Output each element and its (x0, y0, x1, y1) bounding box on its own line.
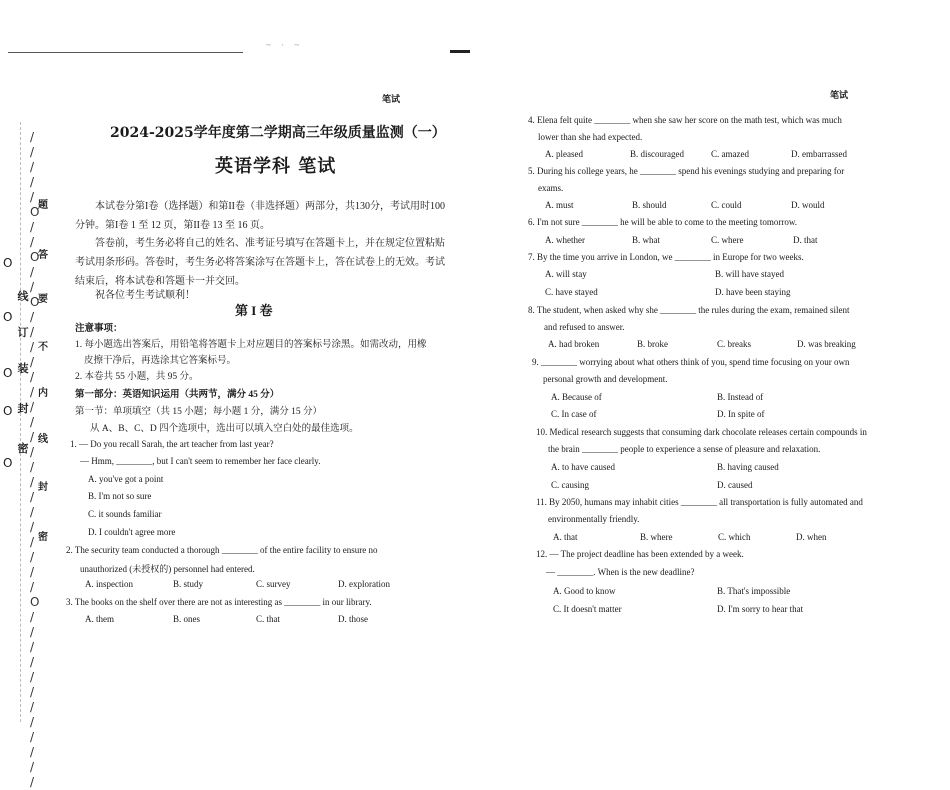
binding-circle: O (3, 366, 13, 380)
question-stem-cont: environmentally friendly. (548, 514, 640, 524)
binding-circle: O (3, 404, 13, 418)
option: B. where (640, 532, 673, 542)
binding-char: 答 (38, 250, 48, 261)
option: C. could (711, 200, 742, 210)
option: D. I couldn't agree more (88, 527, 176, 537)
question-stem-cont: lower than she had expected. (538, 132, 643, 142)
binding-char: 不 (38, 342, 48, 353)
option: D. would (791, 200, 825, 210)
question-stem: 12. — The project deadline has been extended by a week. (536, 549, 744, 559)
question-stem-cont: — ________. When is the new deadline? (546, 567, 695, 577)
option: A. had broken (548, 339, 600, 349)
option: C. where (711, 235, 744, 245)
option: C. that (256, 614, 280, 624)
option: B. will have stayed (715, 269, 784, 279)
option: D. caused (717, 480, 753, 490)
part1-section1: 第一节：单项填空（共 15 小题；每小题 1 分，满分 15 分） (75, 407, 323, 417)
option: B. Instead of (717, 392, 764, 402)
question-stem: 6. I'm not sure ________ he will be able to come to the meeting tomorrow. (528, 217, 797, 227)
note-1b: 皮擦干净后，再选涂其它答案标号。 (84, 356, 237, 366)
question-stem: 8. The student, when asked why she ________ the rules during the exam, remained silent (528, 305, 850, 315)
section-heading: 第 I 卷 (235, 303, 273, 318)
question-stem: 3. The books on the shelf over there are not as interesting as ________ in our library. (66, 597, 372, 607)
question-stem: 1. — Do you recall Sarah, the art teacher from last year? (70, 439, 274, 449)
option: B. study (173, 579, 204, 589)
option: A. that (553, 532, 578, 542)
binding-char: 线 (38, 434, 48, 445)
part1-heading: 第一部分：英语知识运用（共两节，满分 45 分） (75, 390, 280, 400)
question-stem: 11. By 2050, humans may inhabit cities ________ all transportation is fully automated and (536, 497, 863, 507)
binding-slash-column: / / / / / O / / O / / O / / / / / / / / / / / / / / / / / / / O / / / / / / / / / / / / (30, 130, 40, 789)
option: D. exploration (338, 579, 390, 589)
binding-circle: O (3, 310, 13, 324)
binding-char: 题 (38, 200, 48, 211)
question-stem-cont: — Hmm, ________, but I can't seem to remember her face clearly. (80, 456, 321, 466)
question-stem: 4. Elena felt quite ________ when she saw her score on the math test, which was much (528, 115, 842, 125)
exam-title: 2024-2025学年度第二学期高三年级质量监测（一） (110, 125, 446, 141)
binding-char: 密 (17, 443, 29, 455)
binding-char: 装 (17, 363, 29, 375)
option: B. should (632, 200, 667, 210)
question-stem-cont: personal growth and development. (543, 374, 668, 384)
binding-strip (0, 60, 52, 789)
exam-subtitle: 英语学科 笔试 (215, 156, 337, 177)
intro-paragraph-2: 答卷前，考生务必将自己的姓名、准考证号填写在答题卡上，并在规定位置粘贴考试用条形码。答卷时，考生务必将答案涂写在答题卡上，答在试卷上的无效。考试结束后，将本试卷和答题卡一并交回。 (75, 238, 445, 287)
option: B. ones (173, 614, 200, 624)
option: D. was breaking (797, 339, 856, 349)
option: A. whether (545, 235, 585, 245)
binding-char: 封 (38, 482, 48, 493)
option: D. that (793, 235, 818, 245)
option: C. have stayed (545, 287, 598, 297)
binding-circle: O (3, 256, 13, 270)
binding-circle: O (3, 456, 13, 470)
option: B. broke (637, 339, 668, 349)
instruction: 从 A、B、C、D 四个选项中，选出可以填入空白处的最佳选项。 (90, 424, 359, 434)
binding-char: 线 (17, 291, 29, 303)
option: A. will stay (545, 269, 587, 279)
option: A. Good to know (553, 586, 616, 596)
option: A. must (545, 200, 574, 210)
binding-char: 密 (38, 532, 48, 543)
option: C. breaks (717, 339, 751, 349)
option: A. them (85, 614, 114, 624)
intro-wish: 祝各位考生考试顺利！ (95, 290, 195, 301)
question-stem-cont: and refused to answer. (544, 322, 625, 332)
note-1a: 1. 每小题选出答案后，用铅笔将答题卡上对应题目的答案标号涂黑。如需改动，用橡 (75, 340, 427, 350)
option: C. which (718, 532, 751, 542)
scan-edge-line (8, 52, 243, 53)
page-label-right: 笔试 (830, 90, 849, 100)
scan-edge-mark (450, 50, 470, 53)
notes-title: 注意事项： (75, 324, 123, 334)
question-stem: 5. During his college years, he ________ spend his evenings studying and preparing for (528, 166, 845, 176)
option: A. Because of (551, 392, 602, 402)
question-stem: 10. Medical research suggests that consuming dark chocolate releases certain compounds in (536, 427, 867, 437)
option: D. have been staying (715, 287, 791, 297)
question-stem-cont: the brain ________ people to experience a sense of pleasure and relaxation. (548, 444, 821, 454)
option: A. you've got a point (88, 474, 164, 484)
faint-marks: ~ · ~ (266, 40, 304, 50)
intro-paragraph-1: 本试卷分第I卷（选择题）和第II卷（非选择题）两部分，共130分，考试用时100分钟。第I卷 1 至 12 页，第II卷 13 至 16 页。 (75, 201, 445, 231)
option: B. having caused (717, 462, 779, 472)
option: B. what (632, 235, 660, 245)
binding-char: 订 (17, 327, 29, 339)
question-stem-cont: exams. (538, 183, 564, 193)
binding-char: 封 (17, 403, 29, 415)
option: D. when (796, 532, 827, 542)
question-stem-cont: unauthorized (未授权的) personnel had entered. (80, 564, 255, 574)
option: D. In spite of (717, 409, 765, 419)
option: C. it sounds familiar (88, 509, 162, 519)
question-stem: 9. ________ worrying about what others think of you, spend time focusing on your own (532, 357, 850, 367)
option: C. causing (551, 480, 589, 490)
option: A. pleased (545, 149, 583, 159)
option: C. amazed (711, 149, 749, 159)
option: B. I'm not so sure (88, 491, 152, 501)
binding-dashed-line (20, 122, 21, 722)
option: D. I'm sorry to hear that (717, 604, 804, 614)
option: D. those (338, 614, 368, 624)
option: D. embarrassed (791, 149, 847, 159)
question-stem: 2. The security team conducted a thorough ________ of the entire facility to ensure no (66, 545, 378, 555)
question-stem: 7. By the time you arrive in London, we ________ in Europe for two weeks. (528, 252, 804, 262)
option: B. discouraged (630, 149, 684, 159)
option: C. In case of (551, 409, 597, 419)
option: C. survey (256, 579, 291, 589)
option: B. That's impossible (717, 586, 791, 596)
note-2: 2. 本卷共 55 小题，共 95 分。 (75, 372, 199, 382)
page-label-left: 笔试 (382, 94, 401, 104)
binding-char: 要 (38, 294, 48, 305)
option: C. It doesn't matter (553, 604, 622, 614)
option: A. inspection (85, 579, 133, 589)
option: A. to have caused (551, 462, 615, 472)
binding-char: 内 (38, 388, 48, 399)
